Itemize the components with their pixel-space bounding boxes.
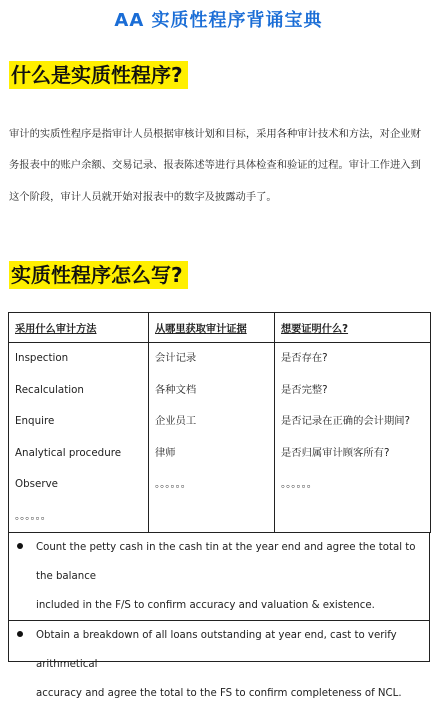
section-heading-how: 实质性程序怎么写?: [9, 261, 188, 289]
bullet-line: Obtain a breakdown of all loans outstanding at year end, cast to verify arithmetical: [36, 630, 397, 670]
bullet-line: Count the petty cash in the cash tin at the year end and agree the total to the balance: [36, 542, 416, 582]
assertion-item: 是否存在?: [281, 352, 328, 364]
bullet-dot-icon: [17, 631, 23, 637]
method-item: Enquire: [15, 415, 55, 427]
table-body-row: [9, 343, 431, 533]
method-item: Observe: [15, 478, 59, 490]
bullet-line: accuracy and agree the total to the FS to confirm completeness of NCL.: [36, 688, 402, 699]
bullet-item: [9, 533, 429, 620]
method-item: Inspection: [15, 352, 69, 364]
assertions-column: [275, 343, 431, 533]
header-method: 采用什么审计方法: [9, 313, 149, 343]
bullet-line: included in the F/S to confirm accuracy and valuation & existence.: [36, 600, 375, 611]
header-source: 从哪里获取审计证据: [149, 313, 275, 343]
method-item: 。。。。。。: [15, 509, 52, 522]
methods-table: [8, 312, 431, 533]
source-item: 各种文档: [155, 383, 197, 396]
assertion-item: 。。。。。。: [281, 478, 318, 490]
source-item: 会计记录: [155, 352, 197, 364]
bullet-item: [9, 620, 429, 708]
section-heading-what: 什么是实质性程序?: [9, 61, 188, 89]
paragraph-line: 这个阶段，审计人员就开始对报表中的数字及披露动手了。: [9, 190, 277, 203]
paragraph-line: 审计的实质性程序是指审计人员根据审核计划和目标，采用各种审计技术和方法，对企业财: [9, 128, 421, 140]
source-item: 。。。。。。: [155, 478, 192, 490]
paragraph-line: 务报表中的账户余额、交易记录、报表陈述等进行具体检查和验证的过程。审计工作进入到: [9, 159, 421, 172]
methods-column: [9, 343, 149, 533]
assertion-item: 是否归属审计顾客所有?: [281, 446, 390, 459]
source-item: 企业员工: [155, 415, 197, 427]
table-header-row: [9, 313, 431, 343]
definition-paragraph: [9, 119, 433, 213]
source-item: 律师: [155, 446, 176, 459]
bullet-dot-icon: [17, 543, 23, 549]
procedure-bullets: [8, 533, 430, 699]
method-item: Recalculation: [15, 383, 84, 396]
assertion-item: 是否记录在正确的会计期间?: [281, 415, 411, 427]
header-assertion: 想要证明什么?: [275, 313, 431, 343]
assertion-item: 是否完整?: [281, 383, 328, 396]
sources-column: [149, 343, 275, 533]
page-title: AA 实质性程序背诵宝典: [114, 10, 323, 31]
method-item: Analytical procedure: [15, 446, 122, 459]
